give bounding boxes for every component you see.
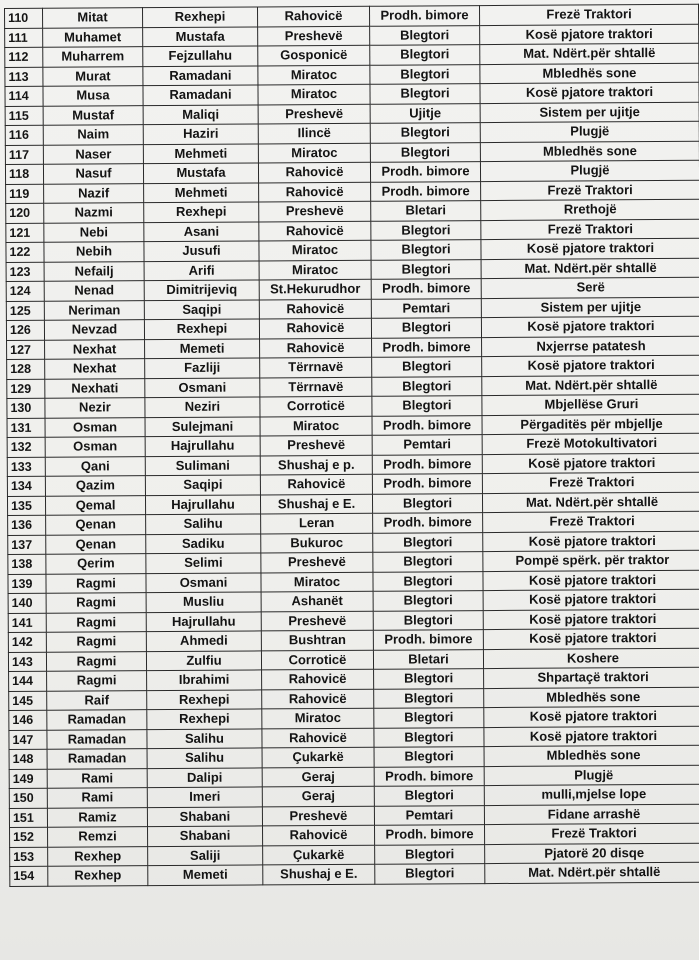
last-name-cell: Hajrullahu: [145, 494, 260, 514]
row-number-cell: 135: [7, 496, 45, 516]
last-name-cell: Hajrullahu: [145, 436, 260, 456]
row-number-cell: 154: [10, 866, 48, 886]
equipment-cell: Plugjë: [484, 765, 699, 786]
village-cell: Rahovicë: [262, 728, 374, 748]
equipment-cell: Shpartaçë traktori: [484, 667, 699, 688]
last-name-cell: Dalipi: [147, 767, 262, 787]
last-name-cell: Fejzullahu: [143, 46, 258, 66]
village-cell: Preshevë: [259, 201, 371, 221]
first-name-cell: Ramiz: [47, 807, 147, 827]
first-name-cell: Qemal: [45, 495, 145, 515]
row-number-cell: 146: [9, 710, 47, 730]
row-number-cell: 118: [5, 164, 43, 184]
sector-cell: Blegtori: [371, 259, 481, 279]
first-name-cell: Murat: [43, 66, 143, 86]
row-number-cell: 126: [6, 320, 44, 340]
equipment-cell: Kosë pjatore traktori: [480, 82, 699, 103]
first-name-cell: Ragmi: [46, 651, 146, 671]
village-cell: Rahovicë: [259, 221, 371, 241]
village-cell: Rahovicë: [263, 825, 375, 845]
last-name-cell: Sulimani: [145, 455, 260, 475]
first-name-cell: Nexhati: [45, 378, 145, 398]
first-name-cell: Mustaf: [43, 105, 143, 125]
row-number-cell: 117: [5, 145, 43, 165]
last-name-cell: Ahmedi: [146, 631, 261, 651]
row-number-cell: 121: [6, 223, 44, 243]
village-cell: Shushaj e E.: [260, 494, 372, 514]
first-name-cell: Nexhat: [45, 359, 145, 379]
village-cell: Preshevë: [258, 104, 370, 124]
equipment-cell: Plugjë: [480, 160, 699, 181]
equipment-cell: Plugjë: [480, 121, 699, 142]
village-cell: Corroticë: [260, 396, 372, 416]
sector-cell: Blegtori: [370, 64, 480, 84]
sector-cell: Blegtori: [372, 376, 482, 396]
last-name-cell: Haziri: [143, 124, 258, 144]
equipment-cell: Kosë pjatore traktori: [484, 706, 699, 727]
last-name-cell: Hajrullahu: [146, 611, 261, 631]
sector-cell: Prodh. bimore: [373, 513, 483, 533]
first-name-cell: Rexhep: [48, 846, 148, 866]
equipment-cell: Mbledhës sone: [480, 63, 699, 84]
village-cell: Shushaj e p.: [260, 455, 372, 475]
village-cell: Tërrnavë: [260, 377, 372, 397]
equipment-cell: Serë: [481, 277, 699, 298]
sector-cell: Prodh. bimore: [372, 454, 482, 474]
last-name-cell: Osmani: [145, 377, 260, 397]
sector-cell: Blegtori: [370, 123, 480, 143]
first-name-cell: Nazmi: [44, 203, 144, 223]
last-name-cell: Salihu: [147, 728, 262, 748]
sector-cell: Blegtori: [374, 708, 484, 728]
last-name-cell: Musliu: [146, 592, 261, 612]
row-number-cell: 152: [10, 827, 48, 847]
first-name-cell: Muhamet: [43, 27, 143, 47]
equipment-cell: Mat. Ndërt.për shtallë: [482, 375, 699, 396]
last-name-cell: Mustafa: [143, 26, 258, 46]
equipment-cell: Kosë pjatore traktori: [483, 531, 699, 552]
village-cell: St.Hekurudhor: [259, 279, 371, 299]
first-name-cell: Musa: [43, 86, 143, 106]
first-name-cell: Qerim: [46, 554, 146, 574]
last-name-cell: Shabani: [148, 826, 263, 846]
last-name-cell: Jusufi: [144, 241, 259, 261]
first-name-cell: Naim: [43, 125, 143, 145]
first-name-cell: Raif: [47, 690, 147, 710]
row-number-cell: 141: [8, 613, 46, 633]
equipment-cell: Frezë Traktori: [481, 180, 699, 201]
village-cell: Rahovicë: [262, 689, 374, 709]
row-number-cell: 137: [8, 535, 46, 555]
row-number-cell: 113: [5, 67, 43, 87]
row-number-cell: 149: [9, 769, 47, 789]
first-name-cell: Nasuf: [43, 164, 143, 184]
first-name-cell: Osman: [45, 417, 145, 437]
sector-cell: Blegtori: [371, 220, 481, 240]
last-name-cell: Mustafa: [143, 163, 258, 183]
village-cell: Miratoc: [259, 260, 371, 280]
equipment-cell: Mbledhës sone: [484, 687, 699, 708]
first-name-cell: Ragmi: [46, 573, 146, 593]
equipment-cell: Kosë pjatore traktori: [480, 24, 699, 45]
row-number-cell: 134: [7, 476, 45, 496]
village-cell: Rahovicë: [258, 162, 370, 182]
equipment-cell: Mbledhës sone: [480, 141, 699, 162]
equipment-cell: Koshere: [483, 648, 699, 669]
equipment-cell: Frezë Traktori: [484, 823, 699, 844]
sector-cell: Blegtori: [370, 25, 480, 45]
last-name-cell: Memeti: [145, 338, 260, 358]
row-number-cell: 119: [6, 184, 44, 204]
sector-cell: Prodh. bimore: [372, 337, 482, 357]
equipment-cell: Rrethojë: [481, 199, 699, 220]
last-name-cell: Selimi: [146, 553, 261, 573]
last-name-cell: Saliji: [148, 845, 263, 865]
first-name-cell: Ramadan: [47, 729, 147, 749]
village-cell: Ashanët: [261, 591, 373, 611]
sector-cell: Blegtori: [372, 396, 482, 416]
village-cell: Miratoc: [259, 240, 371, 260]
last-name-cell: Fazliji: [145, 358, 260, 378]
sector-cell: Blegtori: [373, 532, 483, 552]
first-name-cell: Ragmi: [46, 632, 146, 652]
table-body: [5, 4, 699, 886]
first-name-cell: Ragmi: [46, 593, 146, 613]
row-number-cell: 125: [6, 301, 44, 321]
equipment-cell: Kosë pjatore traktori: [481, 238, 699, 259]
row-number-cell: 144: [9, 671, 47, 691]
first-name-cell: Remzi: [48, 827, 148, 847]
last-name-cell: Rexhepi: [147, 709, 262, 729]
sector-cell: Prodh. bimore: [372, 415, 482, 435]
first-name-cell: Rami: [47, 788, 147, 808]
equipment-cell: Fidane arrashë: [484, 804, 699, 825]
row-number-cell: 147: [9, 730, 47, 750]
equipment-cell: Mbledhës sone: [484, 745, 699, 766]
first-name-cell: Ragmi: [46, 612, 146, 632]
village-cell: Preshevë: [261, 552, 373, 572]
first-name-cell: Qenan: [46, 534, 146, 554]
equipment-cell: Mbjellëse Gruri: [482, 394, 699, 415]
first-name-cell: Qani: [45, 456, 145, 476]
row-number-cell: 124: [6, 281, 44, 301]
village-cell: Corroticë: [261, 650, 373, 670]
first-name-cell: Nebi: [44, 222, 144, 242]
village-cell: Çukarkë: [262, 747, 374, 767]
last-name-cell: Saqipi: [144, 299, 259, 319]
first-name-cell: Rami: [47, 768, 147, 788]
last-name-cell: Zulfiu: [146, 650, 261, 670]
village-cell: Geraj: [262, 767, 374, 787]
equipment-cell: mulli,mjelse lope: [484, 784, 699, 805]
last-name-cell: Memeti: [148, 865, 263, 885]
sector-cell: Bletari: [371, 201, 481, 221]
last-name-cell: Salihu: [146, 514, 261, 534]
first-name-cell: Mitat: [43, 8, 143, 28]
sector-cell: Blegtori: [373, 552, 483, 572]
sector-cell: Blegtori: [375, 844, 485, 864]
equipment-cell: Frezë Motokultivatori: [482, 433, 699, 454]
row-number-cell: 151: [9, 808, 47, 828]
equipment-cell: Mat. Ndërt.për shtallë: [481, 258, 699, 279]
row-number-cell: 122: [6, 242, 44, 262]
last-name-cell: Salihu: [147, 748, 262, 768]
equipment-cell: Kosë pjatore traktori: [483, 628, 699, 649]
last-name-cell: Sadiku: [146, 533, 261, 553]
village-cell: Preshevë: [260, 435, 372, 455]
last-name-cell: Rexhepi: [143, 7, 258, 27]
sector-cell: Prodh. bimore: [371, 181, 481, 201]
sector-cell: Bletari: [373, 649, 483, 669]
row-number-cell: 128: [7, 359, 45, 379]
village-cell: Çukarkë: [263, 845, 375, 865]
sector-cell: Blegtori: [374, 786, 484, 806]
village-cell: Rahovicë: [259, 318, 371, 338]
last-name-cell: Arifi: [144, 260, 259, 280]
sector-cell: Blegtori: [372, 493, 482, 513]
row-number-cell: 142: [8, 632, 46, 652]
village-cell: Miratoc: [260, 416, 372, 436]
last-name-cell: Mehmeti: [144, 182, 259, 202]
first-name-cell: Ramadan: [47, 710, 147, 730]
sector-cell: Blegtori: [371, 240, 481, 260]
sector-cell: Blegtori: [373, 610, 483, 630]
equipment-cell: Pjatorë 20 disqe: [485, 843, 699, 864]
sector-cell: Prodh. bimore: [374, 766, 484, 786]
row-number-cell: 139: [8, 574, 46, 594]
village-cell: Miratoc: [258, 143, 370, 163]
row-number-cell: 112: [5, 47, 43, 67]
last-name-cell: Sulejmani: [145, 416, 260, 436]
village-cell: Shushaj e E.: [263, 864, 375, 884]
village-cell: Miratoc: [258, 65, 370, 85]
row-number-cell: 145: [9, 691, 47, 711]
village-cell: Miratoc: [261, 572, 373, 592]
row-number-cell: 114: [5, 86, 43, 106]
sector-cell: Pemtari: [372, 435, 482, 455]
first-name-cell: Rexhep: [48, 866, 148, 886]
row-number-cell: 153: [10, 847, 48, 867]
equipment-cell: Kosë pjatore traktori: [484, 726, 699, 747]
village-cell: Bukuroc: [261, 533, 373, 553]
first-name-cell: Nefailj: [44, 261, 144, 281]
village-cell: Leran: [261, 513, 373, 533]
equipment-cell: Sistem per ujitje: [481, 297, 699, 318]
row-number-cell: 123: [6, 262, 44, 282]
sector-cell: Pemtari: [371, 298, 481, 318]
sector-cell: Blegtori: [372, 357, 482, 377]
first-name-cell: Ragmi: [47, 671, 147, 691]
village-cell: Miratoc: [258, 84, 370, 104]
sector-cell: Blegtori: [370, 142, 480, 162]
row-number-cell: 131: [7, 418, 45, 438]
village-cell: Tërrnavë: [260, 357, 372, 377]
last-name-cell: Dimitrijeviq: [144, 280, 259, 300]
row-number-cell: 115: [5, 106, 43, 126]
last-name-cell: Saqipi: [145, 475, 260, 495]
equipment-cell: Mat. Ndërt.për shtallë: [485, 862, 699, 883]
village-cell: Ilincë: [258, 123, 370, 143]
village-cell: Rahovicë: [259, 182, 371, 202]
sector-cell: Blegtori: [371, 318, 481, 338]
table-row: [10, 862, 699, 886]
equipment-cell: Sistem per ujitje: [480, 102, 699, 123]
row-number-cell: 148: [9, 749, 47, 769]
first-name-cell: Qazim: [45, 476, 145, 496]
village-cell: Rahovicë: [257, 6, 369, 26]
equipment-cell: Mat. Ndërt.për shtallë: [482, 492, 699, 513]
first-name-cell: Naser: [43, 144, 143, 164]
equipment-cell: Frezë Traktori: [483, 511, 699, 532]
last-name-cell: Imeri: [147, 787, 262, 807]
equipment-cell: Frezë Traktori: [479, 4, 698, 25]
sector-cell: Blegtori: [374, 669, 484, 689]
village-cell: Rahovicë: [262, 669, 374, 689]
village-cell: Gosponicë: [258, 45, 370, 65]
row-number-cell: 143: [8, 652, 46, 672]
last-name-cell: Maliqi: [143, 104, 258, 124]
village-cell: Miratoc: [262, 708, 374, 728]
first-name-cell: Nazif: [44, 183, 144, 203]
village-cell: Rahovicë: [259, 299, 371, 319]
village-cell: Preshevë: [261, 611, 373, 631]
first-name-cell: Nenad: [44, 281, 144, 301]
equipment-cell: Nxjerrse patatesh: [482, 336, 699, 357]
village-cell: Rahovicë: [260, 338, 372, 358]
village-cell: Preshevë: [258, 26, 370, 46]
sector-cell: Pemtari: [374, 805, 484, 825]
village-cell: Preshevë: [262, 806, 374, 826]
last-name-cell: Osmani: [146, 572, 261, 592]
first-name-cell: Nevzad: [44, 320, 144, 340]
last-name-cell: Neziri: [145, 397, 260, 417]
sector-cell: Blegtori: [373, 571, 483, 591]
row-number-cell: 136: [8, 515, 46, 535]
sector-cell: Blegtori: [374, 747, 484, 767]
last-name-cell: Rexhepi: [144, 319, 259, 339]
last-name-cell: Ramadani: [143, 65, 258, 85]
row-number-cell: 130: [7, 398, 45, 418]
last-name-cell: Mehmeti: [143, 143, 258, 163]
equipment-cell: Kosë pjatore traktori: [482, 355, 699, 376]
first-name-cell: Nexhat: [45, 339, 145, 359]
equipment-cell: Përgaditës për mbjellje: [482, 414, 699, 435]
equipment-cell: Mat. Ndërt.për shtallë: [480, 43, 699, 64]
equipment-cell: Kosë pjatore traktori: [483, 609, 699, 630]
first-name-cell: Nebih: [44, 242, 144, 262]
first-name-cell: Qenan: [46, 515, 146, 535]
sector-cell: Blegtori: [374, 727, 484, 747]
village-cell: Geraj: [262, 786, 374, 806]
first-name-cell: Ramadan: [47, 749, 147, 769]
first-name-cell: Neriman: [44, 300, 144, 320]
row-number-cell: 120: [6, 203, 44, 223]
sector-cell: Prodh. bimore: [372, 474, 482, 494]
sector-cell: Prodh. bimore: [370, 162, 480, 182]
sector-cell: Blegtori: [375, 864, 485, 884]
sector-cell: Ujitje: [370, 103, 480, 123]
row-number-cell: 140: [8, 593, 46, 613]
equipment-cell: Kosë pjatore traktori: [483, 589, 699, 610]
equipment-cell: Pompë spërk. për traktor: [483, 550, 699, 571]
row-number-cell: 110: [5, 8, 43, 28]
row-number-cell: 127: [7, 340, 45, 360]
last-name-cell: Rexhepi: [144, 202, 259, 222]
last-name-cell: Rexhepi: [147, 689, 262, 709]
sector-cell: Blegtori: [373, 591, 483, 611]
village-cell: Rahovicë: [260, 474, 372, 494]
first-name-cell: Muharrem: [43, 47, 143, 67]
row-number-cell: 133: [7, 457, 45, 477]
row-number-cell: 111: [5, 28, 43, 48]
sector-cell: Prodh. bimore: [371, 279, 481, 299]
row-number-cell: 129: [7, 379, 45, 399]
beneficiaries-table: [4, 4, 699, 887]
equipment-cell: Frezë Traktori: [482, 472, 699, 493]
sector-cell: Prodh. bimore: [369, 6, 479, 26]
sector-cell: Prodh. bimore: [374, 825, 484, 845]
equipment-cell: Frezë Traktori: [481, 219, 699, 240]
sector-cell: Prodh. bimore: [373, 630, 483, 650]
sector-cell: Blegtori: [370, 45, 480, 65]
last-name-cell: Ibrahimi: [147, 670, 262, 690]
row-number-cell: 116: [5, 125, 43, 145]
equipment-cell: Kosë pjatore traktori: [481, 316, 699, 337]
equipment-cell: Kosë pjatore traktori: [483, 570, 699, 591]
row-number-cell: 132: [7, 437, 45, 457]
first-name-cell: Osman: [45, 437, 145, 457]
row-number-cell: 150: [9, 788, 47, 808]
first-name-cell: Nezir: [45, 398, 145, 418]
last-name-cell: Shabani: [147, 806, 262, 826]
village-cell: Bushtran: [261, 630, 373, 650]
last-name-cell: Asani: [144, 221, 259, 241]
sector-cell: Blegtori: [374, 688, 484, 708]
row-number-cell: 138: [8, 554, 46, 574]
last-name-cell: Ramadani: [143, 85, 258, 105]
equipment-cell: Kosë pjatore traktori: [482, 453, 699, 474]
sector-cell: Blegtori: [370, 84, 480, 104]
